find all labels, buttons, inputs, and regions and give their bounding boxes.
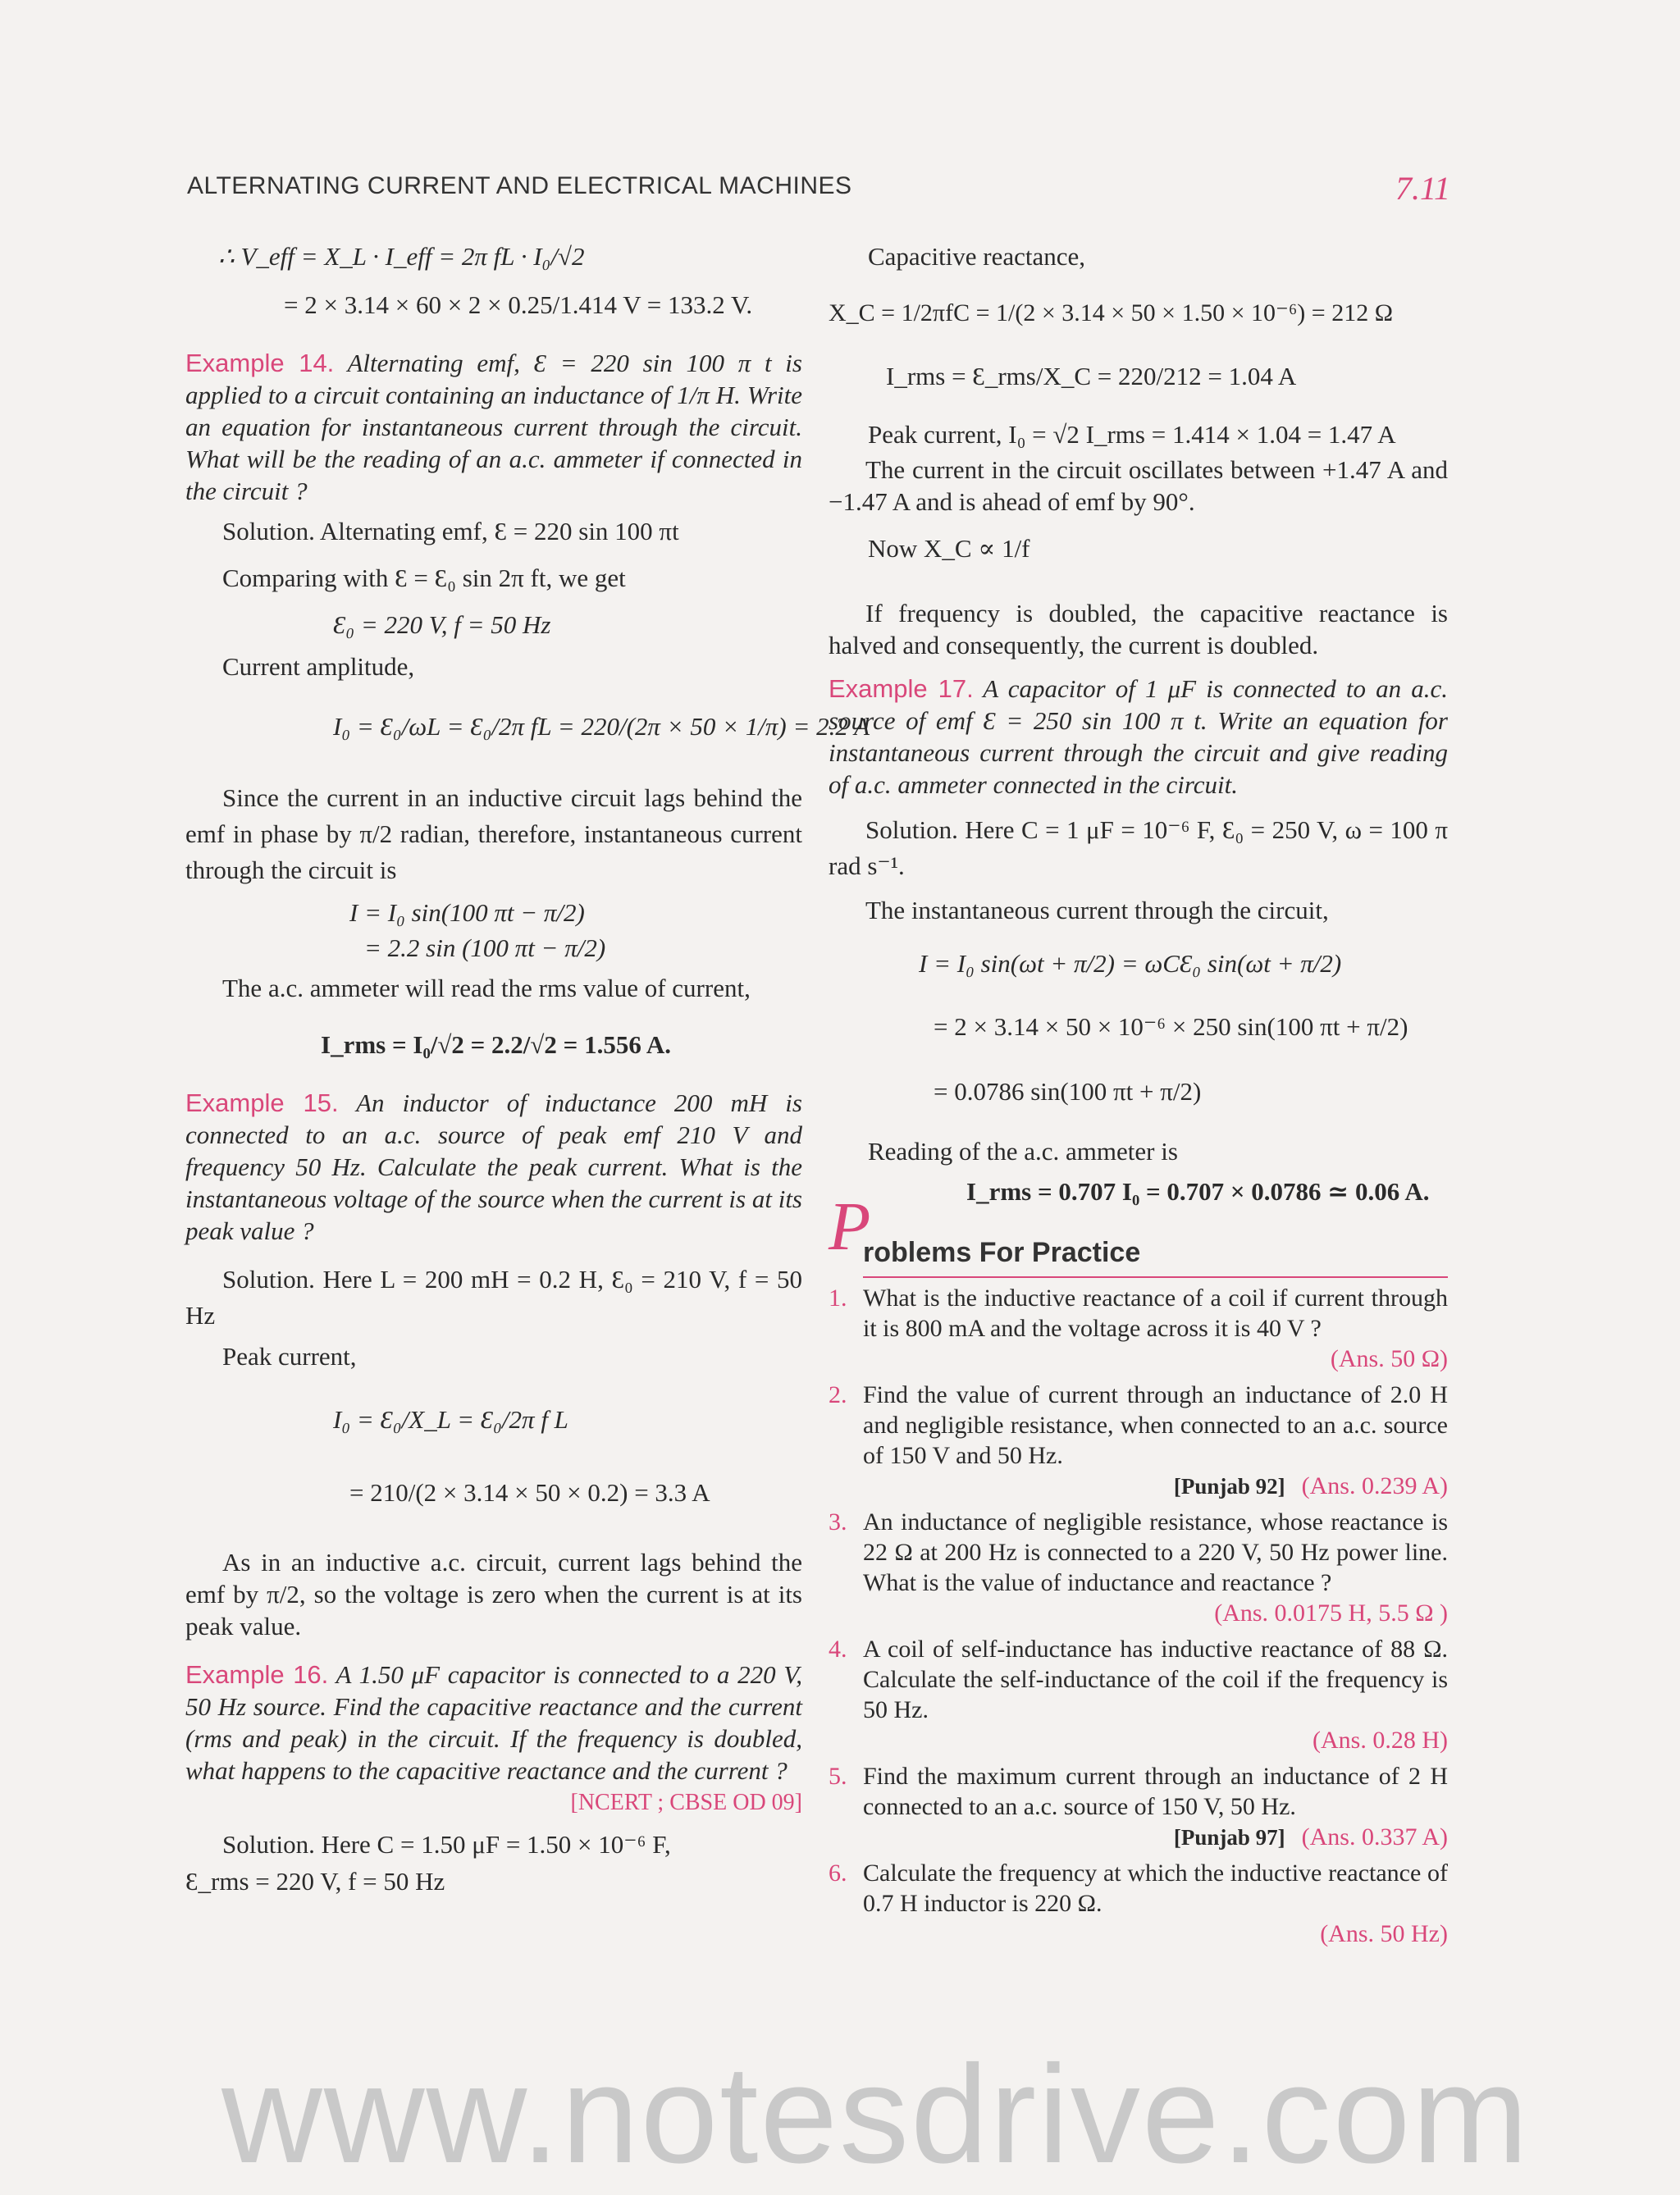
example-15-text: An inductor of inductance 200 mH is connected to an a.c. source of peak emf 210 V and frequency 50 Hz. Calculate the peak current. What is the instantaneous voltage of the source when the current is at its peak value ?: [185, 1088, 802, 1245]
problem-number: 4.: [829, 1636, 847, 1663]
example-14-rms-text: The a.c. ammeter will read the rms value of current,: [222, 974, 751, 1002]
problem-answer: (Ans. 50 Ω): [1330, 1345, 1448, 1372]
example-15-equation-2: = 210/(2 × 3.14 × 50 × 0.2) = 3.3 A: [349, 1478, 710, 1507]
example-16-solution: Solution. Here C = 1.50 μF = 1.50 × 10⁻⁶ F,: [222, 1830, 671, 1859]
problems-rule: [863, 1276, 1448, 1278]
problem-item: [829, 1283, 1448, 1375]
example-15-peak-label: Peak current,: [222, 1342, 357, 1371]
problem-reference: [Punjab 92]: [1173, 1474, 1285, 1499]
problem-number: 1.: [829, 1285, 847, 1312]
example-17-equation-2: = 2 × 3.14 × 50 × 10⁻⁶ × 250 sin(100 πt + π/2): [934, 1012, 1408, 1041]
problem-number: 5.: [829, 1763, 847, 1790]
example-15-conclusion: As in an inductive a.c. circuit, current lags behind the emf by π/2, so the voltage is zero when the current is at its peak value.: [185, 1548, 802, 1641]
example-16-values: Ɛ_rms = 220 V, f = 50 Hz: [185, 1867, 445, 1896]
problem-text: An inductance of negligible resistance, whose reactance is 22 Ω at 200 Hz is connected to a 220 V, 50 Hz power line. What is the value of inductance and reactance ?: [863, 1508, 1448, 1596]
problem-number: 3.: [829, 1508, 847, 1536]
problem-answer-row: [863, 1344, 1448, 1375]
capacitive-reactance-label: Capacitive reactance,: [868, 242, 1086, 271]
xc-equation: X_C = 1/2πfC = 1/(2 × 3.14 × 50 × 1.50 × 10⁻⁶) = 212 Ω: [829, 299, 1393, 326]
example-16-label: Example 16.: [185, 1660, 329, 1689]
problem-item: [829, 1858, 1448, 1950]
problem-answer-row: [863, 1471, 1448, 1502]
problem-item: [829, 1380, 1448, 1502]
problem-answer: (Ans. 50 Hz): [1320, 1920, 1448, 1947]
problem-answer-row: [863, 1919, 1448, 1950]
problem-text: Find the value of current through an inductance of 2.0 H and negligible resistance, when connected to an a.c. source of 150 V and 50 Hz.: [863, 1381, 1448, 1469]
problem-answer: (Ans. 0.0175 H, 5.5 Ω ): [1214, 1599, 1448, 1627]
example-14-rms-equation: I_rms = I₀/√2 = 2.2/√2 = 1.556 A.: [321, 1030, 671, 1059]
example-17-label: Example 17.: [829, 674, 974, 703]
example-17-equation-1: I = I₀ sin(ωt + π/2) = ωCƐ₀ sin(ωt + π/2): [919, 949, 1342, 978]
oscillation-text: The current in the circuit oscillates between +1.47 A and −1.47 A and is ahead of emf by 90°.: [829, 455, 1448, 516]
equation-veff-result: = 2 × 3.14 × 60 × 2 × 0.25/1.414 V = 133.2 V.: [284, 290, 753, 319]
example-14-amplitude-label: Current amplitude,: [222, 652, 415, 681]
watermark: www.notesdrive.com: [221, 2037, 1530, 2193]
example-14-current-1: I = I₀ sin(100 πt − π/2): [349, 898, 585, 927]
problem-answer: (Ans. 0.239 A): [1301, 1472, 1448, 1499]
example-15: [185, 1087, 802, 1247]
example-14: [185, 347, 802, 507]
chapter-title: ALTERNATING CURRENT AND ELECTRICAL MACHINES: [187, 172, 852, 199]
left-column: [185, 234, 870, 1897]
frequency-doubled-text: If frequency is doubled, the capacitive reactance is halved and consequently, the current is doubled.: [829, 599, 1448, 659]
example-16-text: A 1.50 μF capacitor is connected to a 220 V, 50 Hz source. Find the capacitive reactance and the current (rms and peak) in the circuit. If the frequency is doubled, what happens to the capacitive reactance and the current ?: [185, 1660, 802, 1785]
problem-answer-row: [863, 1598, 1448, 1629]
example-17-rms-equation: I_rms = 0.707 I₀ = 0.707 × 0.0786 ≃ 0.06 A.: [966, 1177, 1430, 1206]
problem-text: Calculate the frequency at which the inductive reactance of 0.7 H inductor is 220 Ω.: [863, 1860, 1448, 1917]
example-17-equation-3: = 0.0786 sin(100 πt + π/2): [934, 1077, 1202, 1106]
example-14-comparing: Comparing with Ɛ = Ɛ₀ sin 2π ft, we get: [222, 564, 626, 592]
problem-item: [829, 1634, 1448, 1756]
example-17: [829, 673, 1448, 801]
example-14-lag-text: Since the current in an inductive circuit lags behind the emf in phase by π/2 radian, therefore, instantaneous current through the circuit is: [185, 783, 802, 884]
problem-reference: [Punjab 97]: [1173, 1825, 1285, 1850]
right-column: [829, 234, 1448, 1955]
page-header: [187, 172, 1450, 213]
example-14-text: Alternating emf, Ɛ = 220 sin 100 π t is applied to a circuit containing an inductance of 1/π H. Write an equation for instantaneous current through the circuit. What will be the reading of an a.c. ammeter if connected in the circuit ?: [185, 349, 802, 505]
example-17-text: A capacitor of 1 μF is connected to an a.c. source of emf Ɛ = 250 sin 100 π t. Write an equation for instantaneous current through the circuit and give reading of a.c. ammeter connected in the circuit.: [829, 674, 1448, 799]
example-17-instantaneous-label: The instantaneous current through the circuit,: [865, 896, 1329, 924]
example-14-values: Ɛ₀ = 220 V, f = 50 Hz: [333, 610, 551, 639]
peak-current-equation: Peak current, I₀ = √2 I_rms = 1.414 × 1.04 = 1.47 A: [868, 420, 1396, 449]
example-17-solution: Solution. Here C = 1 μF = 10⁻⁶ F, Ɛ₀ = 250 V, ω = 100 π rad s⁻¹.: [829, 815, 1448, 880]
example-16-reference: [NCERT ; CBSE OD 09]: [570, 1790, 802, 1815]
problems-initial: P: [829, 1189, 871, 1265]
irms-equation: I_rms = Ɛ_rms/X_C = 220/212 = 1.04 A: [886, 362, 1297, 390]
problem-answer: (Ans. 0.28 H): [1312, 1727, 1448, 1754]
example-17-reading-label: Reading of the a.c. ammeter is: [868, 1137, 1178, 1166]
example-15-equation-1: I₀ = Ɛ₀/X_L = Ɛ₀/2π f L: [333, 1405, 568, 1434]
problem-number: 6.: [829, 1860, 847, 1887]
page-number: 7.11: [1395, 170, 1450, 207]
problem-number: 2.: [829, 1381, 847, 1408]
problem-answer: (Ans. 0.337 A): [1301, 1823, 1448, 1850]
example-16: [185, 1659, 802, 1787]
problem-item: [829, 1761, 1448, 1853]
problems-list: [829, 1283, 1448, 1950]
problem-text: A coil of self-inductance has inductive reactance of 88 Ω. Calculate the self-inductance of the coil if the frequency is 50 Hz.: [863, 1636, 1448, 1723]
xc-proportional: Now X_C ∝ 1/f: [868, 534, 1030, 563]
example-14-solution: Solution. Alternating emf, Ɛ = 220 sin 100 πt: [222, 517, 679, 545]
example-14-amplitude-equation: I₀ = Ɛ₀/ωL = Ɛ₀/2π fL = 220/(2π × 50 × 1/π) = 2.2 A: [333, 712, 870, 741]
example-15-solution: Solution. Here L = 200 mH = 0.2 H, Ɛ₀ = 210 V, f = 50 Hz: [185, 1265, 802, 1330]
problem-text: What is the inductive reactance of a coil if current through it is 800 mA and the voltage across it is 40 V ?: [863, 1285, 1448, 1342]
example-14-label: Example 14.: [185, 349, 335, 377]
problem-text: Find the maximum current through an inductance of 2 H connected to an a.c. source of 150 V, 50 Hz.: [863, 1763, 1448, 1820]
problem-answer-row: [863, 1822, 1448, 1853]
equation-veff: ∴ V_eff = X_L · I_eff = 2π fL · I₀/√2: [218, 242, 585, 271]
example-14-current-2: = 2.2 sin (100 πt − π/2): [364, 933, 606, 962]
problem-item: [829, 1507, 1448, 1629]
problems-title: roblems For Practice: [863, 1237, 1141, 1268]
problem-answer-row: [863, 1725, 1448, 1756]
example-15-label: Example 15.: [185, 1088, 339, 1117]
